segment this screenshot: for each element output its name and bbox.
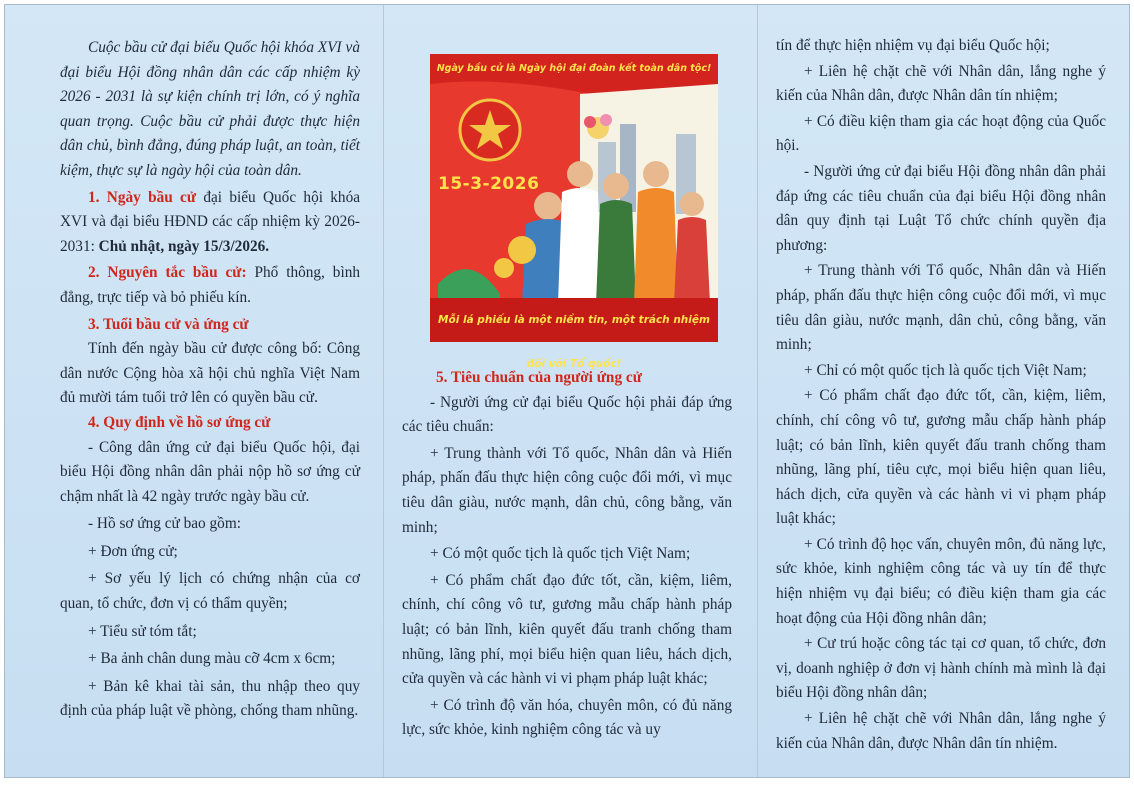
dossier-item: + Sơ yếu lý lịch có chứng nhận của cơ quan, tổ chức, đơn vị có thẩm quyền; <box>60 570 360 613</box>
middle-panel <box>402 366 732 743</box>
section-1-heading: 1. Ngày bầu cử <box>88 188 197 206</box>
section-2-heading: 2. Nguyên tắc bầu cử: <box>88 264 247 282</box>
election-date-paragraph <box>60 186 360 260</box>
left-panel <box>60 36 360 724</box>
section-4-para-1: - Công dân ứng cử đại biểu Quốc hội, đại biểu Hội đồng nhân dân phải nộp hồ sơ ứng cử chậm nhất là 42 ngày trước ngày bầu cử. <box>60 438 360 505</box>
right-panel <box>776 34 1106 756</box>
continued-text: tín để thực hiện nhiệm vụ đại biểu Quốc hội; <box>776 37 1050 54</box>
section-5-heading: 5. Tiêu chuẩn của người ứng cử <box>436 369 642 386</box>
section-1-text: đại biểu Quốc hội khóa XVI và đại biểu HĐND các cấp nhiệm kỳ 2026-2031: <box>60 188 361 255</box>
section-5-para-1: - Người ứng cử đại biểu Quốc hội phải đáp ứng các tiêu chuẩn: <box>402 393 732 436</box>
fold-line-left <box>383 5 384 777</box>
poster-top-slogan: Ngày bầu cử là Ngày hội đại đoàn kết toàn dân tộc! <box>436 63 712 74</box>
council-criterion-item: + Có phẩm chất đạo đức tốt, cần, kiệm, liêm, chính, chí công vô tư, gương mẫu chấp hành pháp luật; có bản lĩnh, kiên quyết đấu tranh chống tham nhũng, lãng phí, tiêu cực, mọi biểu hiện quan liêu, hách dịch, cửa quyền và các hành vi vi phạm pháp luật khác; <box>776 387 1106 528</box>
council-criterion-item: + Liên hệ chặt chẽ với Nhân dân, lắng nghe ý kiến của Nhân dân, được Nhân dân tín nhiệm. <box>776 710 1106 752</box>
criterion-item: + Có điều kiện tham gia các hoạt động của Quốc hội. <box>776 112 1106 155</box>
dossier-item: + Tiểu sử tóm tắt; <box>88 622 197 640</box>
election-poster <box>430 54 718 370</box>
section-4-para-2: - Hồ sơ ứng cử bao gồm: <box>88 515 241 533</box>
council-criteria-intro: - Người ứng cử đại biểu Hội đồng nhân dân phải đáp ứng các tiêu chuẩn của đại biểu Hội đồng nhân dân quy định tại Luật Tổ chức chính quyền địa phương: <box>776 162 1106 254</box>
dossier-item: + Ba ảnh chân dung màu cỡ 4cm x 6cm; <box>88 650 336 668</box>
criterion-item: + Liên hệ chặt chẽ với Nhân dân, lắng nghe ý kiến của Nhân dân, được Nhân dân tín nhiệm; <box>776 62 1106 105</box>
intro-paragraph: Cuộc bầu cử đại biểu Quốc hội khóa XVI và đại biểu Hội đồng nhân dân các cấp nhiệm kỳ 2026 - 2031 là sự kiện chính trị lớn, có ý nghĩa quan trọng. Cuộc bầu cử phải được thực hiện dân chủ, bình đẳng, đúng pháp luật, an toàn, tiết kiệm, thực sự là ngày hội của toàn dân. <box>60 39 360 179</box>
fold-line-right <box>757 5 758 777</box>
council-criterion-item: + Có trình độ học vấn, chuyên môn, đủ năng lực, sức khỏe, kinh nghiệm công tác và uy tín để thực hiện nhiệm vụ đại biểu; có điều kiện tham gia các hoạt động của Hội đồng nhân dân; <box>776 535 1106 627</box>
council-criterion-item: + Cư trú hoặc công tác tại cơ quan, tổ chức, đơn vị, doanh nghiệp ở đơn vị hành chính mà mình là đại biểu Hội đồng nhân dân; <box>776 635 1106 702</box>
poster-bottom-slogan: Mỗi lá phiếu là một niềm tin, một trách nhiệm đối với Tổ quốc! <box>430 298 718 342</box>
poster-date: 15-3-2026 <box>438 174 540 194</box>
criterion-item: + Có một quốc tịch là quốc tịch Việt Nam; <box>430 545 691 563</box>
council-criterion-item: + Chỉ có một quốc tịch là quốc tịch Việt Nam; <box>804 361 1087 379</box>
dossier-item: + Đơn ứng cử; <box>88 542 178 560</box>
criterion-item: + Có phẩm chất đạo đức tốt, cần, kiệm, liêm, chính, chí công vô tư, gương mẫu chấp hành pháp luật; có bản lĩnh, kiên quyết đấu tranh chống tham nhũng, lãng phí, mọi biểu hiện quan liêu, hách dịch, cửa quyền và các hành vi vi phạm pháp luật khác; <box>402 571 732 688</box>
election-date: Chủ nhật, ngày 15/3/2026. <box>98 237 270 255</box>
section-2-text: Phổ thông, bình đẳng, trực tiếp và bỏ phiếu kín. <box>60 264 360 306</box>
council-criterion-item: + Trung thành với Tổ quốc, Nhân dân và Hiến pháp, phấn đấu thực hiện công cuộc đổi mới, vì mục tiêu dân giàu, nước mạnh, dân chủ, công bằng, văn minh; <box>776 262 1106 354</box>
criterion-item: + Trung thành với Tổ quốc, Nhân dân và Hiến pháp, phấn đấu thực hiện công cuộc đổi mới, vì mục tiêu dân giàu, nước mạnh, dân chủ, công bằng, văn minh; <box>402 444 732 536</box>
section-4-heading: 4. Quy định về hồ sơ ứng cử <box>88 413 271 431</box>
principles-paragraph <box>60 261 360 310</box>
section-3-heading: 3. Tuổi bầu cử và ứng cử <box>88 315 249 333</box>
dossier-item: + Bản kê khai tài sản, thu nhập theo quy định của pháp luật về phòng, chống tham nhũng. <box>60 677 360 720</box>
section-3-text: Tính đến ngày bầu cử được công bố: Công dân nước Cộng hòa xã hội chủ nghĩa Việt Nam đủ mười tám tuổi trở lên có quyền bầu cử. <box>60 340 360 407</box>
criterion-item: + Có trình độ văn hóa, chuyên môn, có đủ năng lực, sức khỏe, kinh nghiệm công tác và uy <box>402 696 732 739</box>
